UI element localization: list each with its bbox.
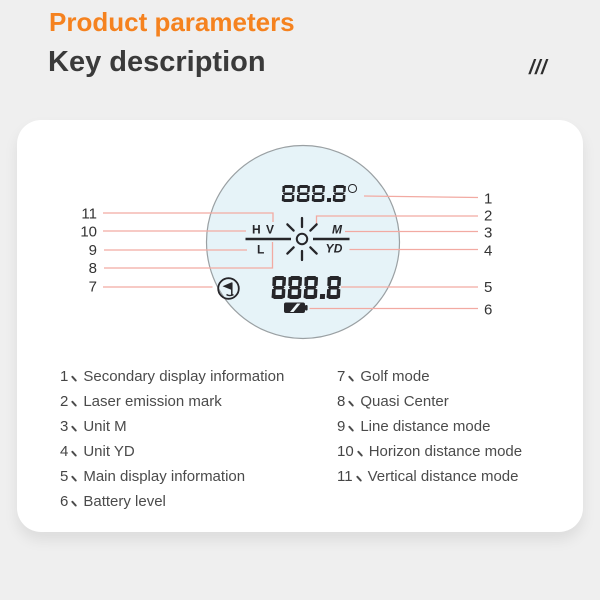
legend-item-label: Horizon distance mode [368,443,523,460]
ideographic-comma [70,447,78,459]
legend-item-number: 11 [337,468,353,485]
legend-item [60,464,284,489]
callout-number-9: 9 [88,242,97,259]
legend-item [337,414,522,439]
ideographic-comma [70,497,78,509]
callout-number-4: 4 [484,242,493,260]
callout-number-5: 5 [484,279,493,296]
viewfinder-diagram [0,130,600,365]
legend-item [337,389,522,414]
ideographic-comma [356,447,364,459]
legend-item [337,464,522,489]
legend-column-right [337,364,522,489]
seven-segment-digit [304,276,319,299]
decimal-point [327,198,331,202]
unit-label-yd: YD [325,241,343,256]
seven-segment-digit [287,276,302,299]
secondary-display [282,185,357,202]
seven-segment-digit [271,276,286,299]
legend-item-label: Secondary display information [83,368,285,385]
seven-segment-digit [297,185,310,202]
legend-item [60,364,284,389]
legend-item-label: Vertical distance mode [367,468,519,485]
section-eyebrow: Product parameters [49,7,295,37]
legend-item-label: Golf mode [360,368,430,385]
legend-item-label: Quasi Center [360,393,449,410]
legend-item-number: 6 [60,493,69,510]
legend-item-label: Main display information [83,468,246,485]
legend-item-number: 10 [337,443,354,460]
callout-number-11: 11 [81,205,97,223]
decorative-slashes-icon: /// [529,57,548,79]
ideographic-comma [347,422,355,434]
ideographic-comma [355,472,363,484]
callout-number-1: 1 [484,190,493,208]
ideographic-comma [70,372,78,384]
legend-item-number: 8 [337,393,346,410]
battery-terminal [305,305,308,311]
legend-item [337,364,522,389]
legend-column-left [60,364,284,514]
seven-segment-digit [312,185,325,202]
ideographic-comma [70,422,78,434]
callout-number-7: 7 [88,278,97,296]
seven-segment-digit [333,185,346,202]
legend-item-number: 5 [60,468,69,485]
mode-label-l: L [257,242,266,257]
page-title: Key description [48,46,266,78]
degree-symbol [348,184,357,193]
callout-number-3: 3 [484,224,493,242]
seven-segment-digit [282,185,295,202]
decimal-point [320,294,325,299]
battery-icon [284,303,308,314]
legend-item-number: 1 [60,368,69,385]
ideographic-comma [70,472,78,484]
seven-segment-digit [327,276,342,299]
mode-label-hv: H V [252,222,276,237]
callout-number-6: 6 [484,301,493,319]
legend-item [337,439,522,464]
ideographic-comma [70,397,78,409]
callout-number-2: 2 [484,207,493,225]
main-display [272,276,343,299]
legend-item-number: 7 [337,368,346,385]
legend-item-label: Unit YD [83,443,135,460]
legend-item [60,389,284,414]
legend-item-number: 4 [60,443,69,460]
legend-item-number: 2 [60,393,69,410]
callout-number-10: 10 [80,223,97,241]
legend-item-label: Battery level [83,493,166,510]
legend-item [60,439,284,464]
legend-item-label: Laser emission mark [83,393,222,410]
callout-number-8: 8 [88,260,97,277]
ideographic-comma [347,397,355,409]
legend-item-number: 9 [337,418,346,435]
legend-item-label: Unit M [83,418,127,435]
ideographic-comma [347,372,355,384]
legend-item [60,414,284,439]
unit-label-m: M [332,222,343,237]
legend-item-number: 3 [60,418,69,435]
legend-item-label: Line distance mode [360,418,491,435]
legend-item [60,489,284,514]
